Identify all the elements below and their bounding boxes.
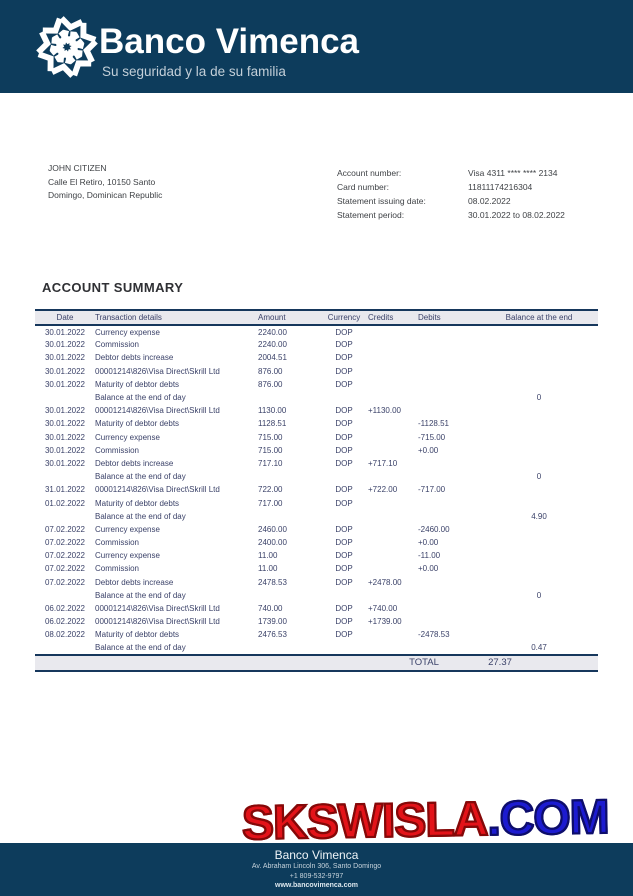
cell-credits: [368, 549, 418, 562]
table-row: [35, 457, 598, 470]
cell-balance: 0: [536, 590, 542, 600]
cell-currency: [320, 642, 368, 655]
cell-credits: [368, 562, 418, 575]
cell-date: 07.02.2022: [44, 524, 86, 534]
cell-details: Maturity of debtor debts: [95, 498, 180, 508]
table-row: [35, 338, 598, 351]
total-spacer-cell: [35, 655, 368, 671]
cell-balance: [480, 365, 598, 378]
cell-details: 00001214\826\Visa Direct\Skrill Ltd: [95, 406, 220, 416]
cell-debits: [418, 457, 480, 470]
statement-info-value: 30.01.2022 to 08.02.2022: [468, 210, 565, 220]
cell-debits: [418, 576, 480, 589]
statement-info-row: [337, 194, 565, 208]
footer-address: Av. Abraham Lincoln 306, Santo Domingo: [251, 863, 382, 870]
column-header-debits: Debits: [418, 310, 480, 325]
cell-debits: [418, 391, 480, 404]
cell-debits: [418, 602, 480, 615]
cell-amount: [258, 470, 320, 483]
cell-date: 07.02.2022: [44, 551, 86, 561]
total-row: [35, 655, 598, 671]
cell-date: 30.01.2022: [44, 340, 86, 350]
cell-credits: [368, 496, 418, 509]
cell-amount: 11.00: [258, 564, 278, 574]
cell-balance: [480, 378, 598, 391]
cell-currency: DOP: [335, 498, 353, 508]
cell-debits: [418, 589, 480, 602]
cell-details: 00001214\826\Visa Direct\Skrill Ltd: [95, 604, 220, 614]
cell-details: Maturity of debtor debts: [95, 419, 180, 429]
cell-balance: [480, 338, 598, 351]
cell-debits: +0.00: [418, 564, 439, 574]
cell-currency: DOP: [335, 445, 353, 455]
cell-credits: +740.00: [368, 604, 398, 614]
cell-credits: [368, 444, 418, 457]
cell-details: Debtor debts increase: [95, 577, 174, 587]
cell-currency: [320, 589, 368, 602]
cell-credits: [368, 536, 418, 549]
cell-date: 01.02.2022: [44, 498, 86, 508]
cell-date: 30.01.2022: [44, 432, 86, 442]
cell-amount: 2460.00: [258, 524, 287, 534]
cell-balance: 0.47: [531, 643, 547, 653]
cell-balance: [480, 444, 598, 457]
cell-details: Commission: [95, 564, 140, 574]
summary-table-body: [35, 325, 598, 655]
table-row: [35, 523, 598, 536]
column-header-date: Date: [35, 310, 95, 325]
statement-info-value: 11811174216304: [468, 182, 533, 192]
cell-date: [35, 391, 95, 404]
cell-balance: [480, 457, 598, 470]
cell-date: 31.01.2022: [44, 485, 86, 495]
table-row: [35, 365, 598, 378]
cell-credits: [368, 351, 418, 364]
total-value: 27.37: [480, 655, 598, 671]
cell-details: Commission: [95, 340, 140, 350]
cell-details: Currency expense: [95, 524, 160, 534]
cell-debits: -2460.00: [418, 524, 450, 534]
header-row: [35, 310, 598, 325]
table-row: [35, 431, 598, 444]
cell-currency: DOP: [335, 617, 353, 627]
footer-brand: Banco Vimenca: [274, 848, 359, 862]
cell-amount: [258, 391, 320, 404]
cell-balance: [480, 549, 598, 562]
table-row: [35, 483, 598, 496]
cell-balance: [480, 602, 598, 615]
cell-credits: [368, 642, 418, 655]
cell-currency: DOP: [335, 353, 353, 363]
brand-tagline: Su seguridad y la de su familia: [102, 64, 286, 79]
cell-balance: [480, 431, 598, 444]
cell-balance: [480, 523, 598, 536]
cell-credits: [368, 338, 418, 351]
cell-date: [35, 510, 95, 523]
cell-details: Currency expense: [95, 327, 160, 337]
statement-info-label: Card number:: [337, 182, 389, 192]
cell-debits: -717.00: [418, 485, 446, 495]
column-header-credits: Credits: [368, 310, 418, 325]
table-row: [35, 351, 598, 364]
cell-details: Currency expense: [95, 551, 160, 561]
cell-amount: 2478.53: [258, 577, 287, 587]
cell-date: 06.02.2022: [44, 617, 86, 627]
cell-balance: [480, 404, 598, 417]
table-row: [35, 628, 598, 641]
cell-debits: [418, 404, 480, 417]
statement-info-label: Statement issuing date:: [337, 196, 426, 206]
cell-balance: 0: [536, 472, 542, 482]
brand-name: Banco Vimenca: [99, 22, 360, 61]
cell-currency: DOP: [335, 604, 353, 614]
cell-amount: 876.00: [258, 366, 283, 376]
customer-address-line1: Calle El Retiro, 10150 Santo: [48, 176, 156, 187]
cell-details: Balance at the end of day: [95, 472, 186, 482]
cell-amount: [258, 510, 320, 523]
cell-currency: DOP: [335, 340, 353, 350]
cell-details: Maturity of debtor debts: [95, 379, 180, 389]
column-header-currency: Currency: [320, 310, 368, 325]
table-row: [35, 602, 598, 615]
cell-currency: DOP: [335, 458, 353, 468]
cell-amount: 717.10: [258, 458, 283, 468]
table-row: [35, 325, 598, 338]
footer-website-link[interactable]: www.bancovimenca.com: [275, 882, 358, 889]
cell-credits: [368, 391, 418, 404]
cell-debits: +0.00: [418, 445, 439, 455]
footer-band: [0, 843, 633, 896]
total-label: TOTAL: [368, 655, 480, 671]
cell-balance: 0: [536, 393, 542, 403]
cell-currency: DOP: [335, 524, 353, 534]
cell-currency: DOP: [335, 577, 353, 587]
cell-credits: [368, 365, 418, 378]
cell-date: [35, 589, 95, 602]
cell-currency: DOP: [335, 419, 353, 429]
cell-amount: 2476.53: [258, 630, 287, 640]
cell-details: Balance at the end of day: [95, 393, 186, 403]
cell-debits: [418, 365, 480, 378]
cell-balance: [480, 417, 598, 430]
cell-credits: +1130.00: [368, 406, 401, 416]
cell-amount: 740.00: [258, 604, 283, 614]
table-row: [35, 510, 598, 523]
cell-amount: 876.00: [258, 379, 283, 389]
cell-details: Balance at the end of day: [95, 643, 186, 653]
cell-date: 07.02.2022: [44, 564, 86, 574]
customer-block: [48, 162, 162, 203]
statement-info: [337, 166, 565, 222]
cell-date: 30.01.2022: [44, 379, 86, 389]
cell-details: 00001214\826\Visa Direct\Skrill Ltd: [95, 617, 220, 627]
cell-date: 30.01.2022: [44, 445, 86, 455]
cell-amount: 2400.00: [258, 538, 287, 548]
cell-balance: [480, 562, 598, 575]
cell-debits: -11.00: [418, 551, 441, 561]
cell-debits: [418, 510, 480, 523]
table-row: [35, 444, 598, 457]
cell-amount: 715.00: [258, 445, 283, 455]
statement-info-row: [337, 208, 565, 222]
cell-debits: +0.00: [418, 538, 439, 548]
cell-date: 30.01.2022: [44, 419, 86, 429]
cell-amount: 2240.00: [258, 327, 287, 337]
cell-amount: 1130.00: [258, 406, 287, 416]
cell-amount: 715.00: [258, 432, 283, 442]
cell-amount: 11.00: [258, 551, 278, 561]
cell-amount: 1128.51: [258, 419, 287, 429]
cell-details: 00001214\826\Visa Direct\Skrill Ltd: [95, 366, 220, 376]
cell-debits: [418, 351, 480, 364]
statement-info-value: Visa 4311 **** **** 2134: [468, 168, 558, 178]
table-row: [35, 549, 598, 562]
summary-table-head: [35, 310, 598, 325]
cell-date: [35, 642, 95, 655]
customer-address-line2: Domingo, Dominican Republic: [48, 190, 163, 200]
column-header-balance: Balance at the end: [480, 310, 598, 325]
cell-balance: [480, 496, 598, 509]
cell-balance: [480, 483, 598, 496]
cell-details: Commission: [95, 445, 140, 455]
cell-credits: [368, 510, 418, 523]
table-row: [35, 642, 598, 655]
statement-info-row: [337, 180, 565, 194]
cell-details: Currency expense: [95, 432, 160, 442]
table-row: [35, 615, 598, 628]
cell-balance: [480, 325, 598, 338]
cell-amount: 722.00: [258, 485, 283, 495]
cell-debits: [418, 615, 480, 628]
column-header-amount: Amount: [258, 310, 320, 325]
cell-details: Balance at the end of day: [95, 590, 186, 600]
cell-credits: [368, 417, 418, 430]
cell-details: Balance at the end of day: [95, 511, 186, 521]
cell-debits: [418, 470, 480, 483]
table-row: [35, 404, 598, 417]
cell-currency: DOP: [335, 432, 353, 442]
statement-info-label: Account number:: [337, 168, 402, 178]
cell-debits: [418, 642, 480, 655]
table-row: [35, 391, 598, 404]
table-row: [35, 536, 598, 549]
table-row: [35, 589, 598, 602]
cell-date: 06.02.2022: [44, 604, 86, 614]
cell-details: Commission: [95, 538, 140, 548]
table-row: [35, 378, 598, 391]
table-row: [35, 470, 598, 483]
cell-currency: DOP: [335, 366, 353, 376]
cell-amount: 2004.51: [258, 353, 287, 363]
cell-amount: 2240.00: [258, 340, 287, 350]
cell-currency: DOP: [335, 379, 353, 389]
cell-date: 30.01.2022: [44, 327, 86, 337]
cell-amount: [258, 642, 320, 655]
cell-currency: DOP: [335, 538, 353, 548]
cell-currency: [320, 470, 368, 483]
cell-currency: DOP: [335, 630, 353, 640]
cell-credits: +1739.00: [368, 617, 402, 627]
cell-credits: [368, 431, 418, 444]
table-row: [35, 562, 598, 575]
bank-starburst-logo-icon: [30, 9, 104, 85]
cell-amount: 1739.00: [258, 617, 287, 627]
cell-debits: [418, 325, 480, 338]
table-row: [35, 576, 598, 589]
cell-amount: [258, 589, 320, 602]
cell-credits: +722.00: [368, 485, 398, 495]
cell-debits: -715.00: [418, 432, 446, 442]
cell-date: 30.01.2022: [44, 458, 86, 468]
cell-details: Maturity of debtor debts: [95, 630, 180, 640]
cell-credits: [368, 378, 418, 391]
statement-info-row: [337, 166, 565, 180]
cell-debits: [418, 338, 480, 351]
cell-date: [35, 470, 95, 483]
cell-currency: [320, 510, 368, 523]
cell-credits: +717.10: [368, 458, 398, 468]
cell-balance: [480, 576, 598, 589]
cell-balance: [480, 628, 598, 641]
cell-currency: DOP: [335, 551, 353, 561]
cell-date: 30.01.2022: [44, 406, 86, 416]
cell-currency: DOP: [335, 485, 353, 495]
watermark-site-name: SKSWISLA: [241, 792, 488, 851]
watermark-site-tld: .COM: [486, 790, 610, 846]
cell-date: 07.02.2022: [44, 538, 86, 548]
cell-credits: [368, 628, 418, 641]
footer-phone: +1 809-532-9797: [289, 872, 344, 880]
cell-amount: 717.00: [258, 498, 283, 508]
cell-debits: -1128.51: [418, 419, 449, 429]
cell-balance: [480, 536, 598, 549]
header-band: [0, 0, 633, 93]
table-row: [35, 417, 598, 430]
cell-debits: [418, 378, 480, 391]
cell-credits: +2478.00: [368, 577, 402, 587]
cell-balance: [480, 351, 598, 364]
cell-date: 08.02.2022: [44, 630, 86, 640]
statement-info-label: Statement period:: [337, 210, 405, 220]
column-header-details: Transaction details: [95, 310, 258, 325]
cell-balance: [480, 615, 598, 628]
cell-balance: 4.90: [531, 511, 547, 521]
cell-details: Debtor debts increase: [95, 458, 174, 468]
cell-currency: DOP: [335, 564, 353, 574]
cell-date: 30.01.2022: [44, 353, 86, 363]
table-row: [35, 496, 598, 509]
cell-date: 30.01.2022: [44, 366, 86, 376]
cell-credits: [368, 470, 418, 483]
watermark: [241, 790, 610, 851]
cell-credits: [368, 523, 418, 536]
cell-date: 07.02.2022: [44, 577, 86, 587]
customer-name: JOHN CITIZEN: [48, 163, 107, 173]
cell-currency: DOP: [335, 406, 353, 416]
cell-currency: [320, 391, 368, 404]
cell-credits: [368, 589, 418, 602]
account-summary-title: ACCOUNT SUMMARY: [42, 280, 184, 295]
statement-info-value: 08.02.2022: [468, 196, 511, 206]
cell-debits: -2478.53: [418, 630, 450, 640]
cell-details: 00001214\826\Visa Direct\Skrill Ltd: [95, 485, 220, 495]
summary-table: [35, 309, 598, 672]
cell-currency: DOP: [335, 327, 353, 337]
cell-debits: [418, 496, 480, 509]
cell-details: Debtor debts increase: [95, 353, 174, 363]
cell-credits: [368, 325, 418, 338]
